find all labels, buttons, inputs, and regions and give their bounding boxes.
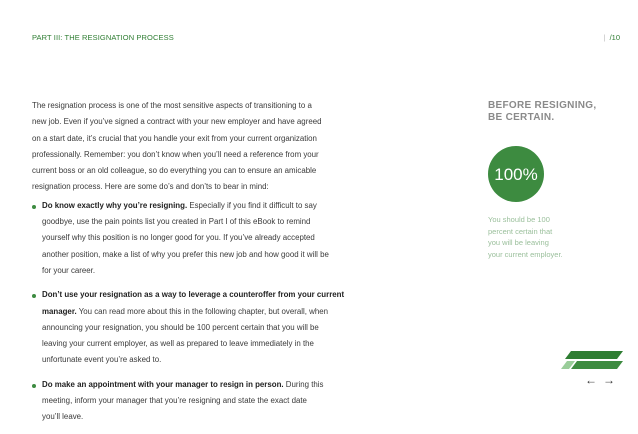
callout-heading-line: BEFORE RESIGNING, [488, 100, 597, 111]
tips-list [32, 198, 374, 426]
callout-note-line: your current employer. [488, 249, 563, 259]
intro-line: The resignation process is one of the most sensitive aspects of transitioning to a [32, 101, 312, 110]
intro-line: resignation process. Here are some do’s and don’ts to bear in mind: [32, 182, 269, 192]
stat-value: 100% [494, 165, 538, 184]
arrow-right-icon[interactable]: → [603, 373, 615, 387]
page-separator: | [603, 33, 606, 42]
intro-line: new job. Even if you’ve signed a contract with your new employer and have agreed [32, 117, 322, 127]
tip-text: for your career. [42, 265, 96, 275]
tip-text: Especially if you find it difficult to say [187, 200, 317, 210]
page-navigation [585, 374, 615, 386]
intro-line: on a start date, it’s crucial that you handle your exit from your current organization [32, 133, 317, 143]
callout-note-line: You should be 100 [488, 215, 550, 224]
callout-note-line: you will be leaving [488, 238, 549, 248]
list-item [32, 198, 374, 279]
brand-logo-icon [561, 350, 623, 370]
list-item [32, 287, 374, 368]
tip-text: During this [283, 379, 324, 389]
tip-heading: Do know exactly why you’re resigning. [42, 200, 188, 210]
tip-text: goodbye, use the pain points list you created in Part I of this eBook to remind [42, 217, 311, 227]
callout-note [488, 214, 578, 260]
sidebar-callout [488, 100, 608, 260]
callout-heading-line: BE CERTAIN. [488, 112, 555, 123]
bullet-icon [32, 384, 36, 388]
section-title: PART III: THE RESIGNATION PROCESS [32, 33, 174, 42]
tip-text: leaving your current employer, as well as prepared to leave immediately in the [42, 339, 314, 349]
intro-line: current boss or an old colleague, so do everything you can to ensure an amicable [32, 166, 317, 176]
tip-heading: Don’t use your resignation as a way to leverage a counteroffer from your current manager. [42, 290, 345, 316]
intro-paragraph [32, 98, 374, 196]
tip-text: unfortunate event you’re asked to. [42, 355, 162, 365]
arrow-left-icon[interactable]: ← [585, 373, 597, 387]
tip-text: another position, make a list of why you prefer this new job and how good it will be [42, 249, 329, 259]
tip-heading: Do make an appointment with your manager to resign in person. [42, 379, 284, 389]
bullet-icon [32, 294, 36, 298]
tip-text: You can read more about this in the following chapter, but overall, when [76, 306, 329, 316]
callout-heading [488, 100, 603, 124]
tip-text: announcing your resignation, you should be 100 percent certain that you will be [42, 322, 319, 332]
callout-note-line: percent certain that [488, 226, 553, 236]
body-copy [32, 98, 374, 434]
page-number: /10 [609, 33, 620, 42]
intro-line: professionally. Remember: you don’t know when you’ll need a reference from your [32, 149, 319, 159]
bullet-icon [32, 205, 36, 209]
tip-text: you’ll leave. [42, 412, 84, 422]
list-item [32, 377, 374, 426]
stat-circle [488, 146, 544, 202]
page-indicator [604, 33, 620, 42]
tip-text: meeting, inform your manager that you’re resigning and state the exact date [42, 396, 307, 406]
tip-text: yourself why this position is no longer good for you. If you’ve already accepted [42, 233, 315, 243]
